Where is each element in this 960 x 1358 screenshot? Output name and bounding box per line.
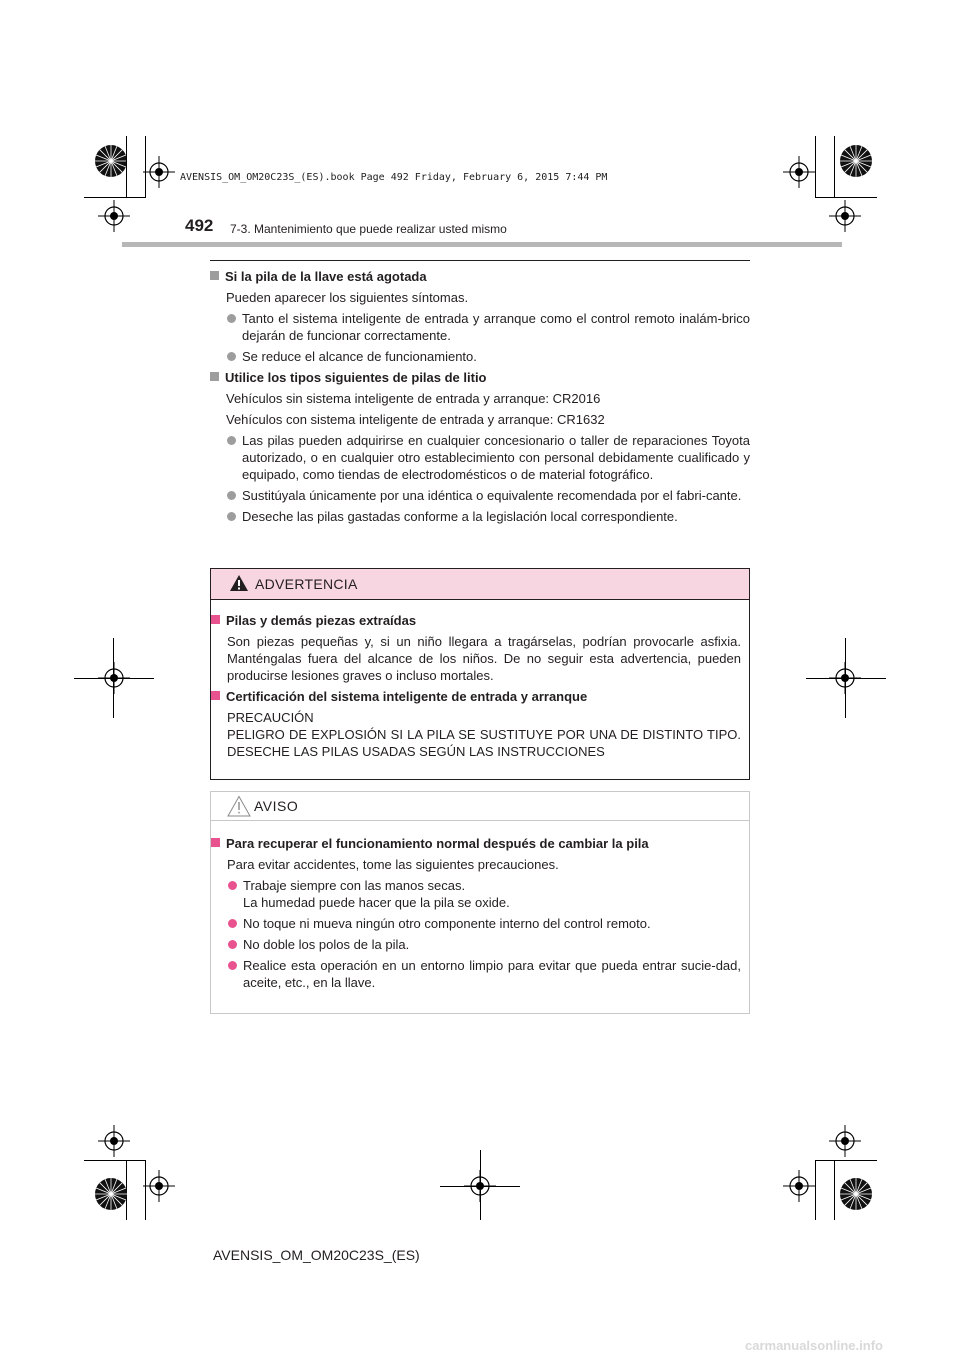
- round-bullet-icon: [228, 961, 237, 970]
- crop-mark: [815, 136, 816, 198]
- registration-mark-icon: [783, 156, 815, 188]
- registration-sunburst-icon: [94, 1177, 128, 1211]
- round-bullet-icon: [228, 881, 237, 890]
- list-item: Tanto el sistema inteligente de entrada y arranque como el control remoto inalám-brico dejarán de funcionar correctamente.: [210, 310, 750, 344]
- paragraph: Pueden aparecer los siguientes síntomas.: [226, 290, 469, 305]
- section-heading: Para recuperar el funcionamiento normal después de cambiar la pila: [211, 835, 741, 852]
- section-title: 7-3. Mantenimiento que puede realizar usted mismo: [230, 222, 507, 236]
- section-heading: Pilas y demás piezas extraídas: [211, 612, 741, 629]
- list-item: Las pilas pueden adquirirse en cualquier concesionario o taller de reparaciones Toyota autorizado, o en cualquier otro establecimiento con personal debidamente cualificado y equipado, como tiendas de electrodomésticos o de material fotográfico.: [210, 432, 750, 483]
- registration-mark-icon: [829, 200, 861, 232]
- registration-mark-icon: [98, 200, 130, 232]
- crop-mark: [84, 197, 146, 198]
- round-bullet-icon: [227, 436, 236, 445]
- crop-mark: [806, 678, 886, 679]
- registration-mark-icon: [143, 1170, 175, 1202]
- paragraph: Vehículos sin sistema inteligente de entrada y arranque: CR2016: [226, 391, 601, 406]
- paragraph: PELIGRO DE EXPLOSIÓN SI LA PILA SE SUSTITUYE POR UNA DE DISTINTO TIPO. DESECHE LAS PILAS USADAS SEGÚN LAS INSTRUCCIONES: [227, 727, 741, 759]
- list-item: Realice esta operación en un entorno limpio para evitar que pueda entrar sucie-dad, aceite, etc., en la llave.: [211, 957, 741, 991]
- round-bullet-icon: [227, 314, 236, 323]
- square-bullet-icon: [211, 615, 220, 624]
- warning-box: [210, 568, 750, 780]
- section-heading: Certificación del sistema inteligente de entrada y arranque: [211, 688, 741, 705]
- crop-mark: [815, 197, 877, 198]
- square-bullet-icon: [211, 691, 220, 700]
- main-content: [210, 268, 750, 529]
- crop-mark: [834, 1160, 835, 1220]
- warning-body: [211, 600, 749, 760]
- registration-sunburst-icon: [839, 1177, 873, 1211]
- paragraph: Vehículos con sistema inteligente de entrada y arranque: CR1632: [226, 412, 605, 427]
- registration-sunburst-icon: [94, 144, 128, 178]
- book-info-line: AVENSIS_OM_OM20C23S_(ES).book Page 492 Friday, February 6, 2015 7:44 PM: [180, 172, 608, 183]
- round-bullet-icon: [228, 919, 237, 928]
- notice-box: [210, 791, 750, 1014]
- notice-header: [211, 792, 749, 821]
- registration-mark-icon: [829, 1125, 861, 1157]
- warning-title: ADVERTENCIA: [255, 576, 358, 592]
- round-bullet-icon: [228, 940, 237, 949]
- crop-mark: [480, 1150, 481, 1220]
- square-bullet-icon: [210, 271, 219, 280]
- square-bullet-icon: [211, 838, 220, 847]
- content-rule: [210, 260, 750, 261]
- registration-mark-icon: [98, 1125, 130, 1157]
- crop-mark: [84, 1160, 146, 1161]
- round-bullet-icon: [227, 512, 236, 521]
- paragraph: Son piezas pequeñas y, si un niño llegara a tragárselas, podrían provocarle asfixia. Manténgalas fuera del alcance de los niños. De no seguir esta advertencia, pueden producirse lesiones graves o incluso mortales.: [227, 634, 741, 683]
- footer-doc-code: AVENSIS_OM_OM20C23S_(ES): [213, 1247, 420, 1263]
- list-item: Deseche las pilas gastadas conforme a la legislación local correspondiente.: [210, 508, 750, 525]
- list-item: No toque ni mueva ningún otro componente interno del control remoto.: [211, 915, 741, 932]
- header-rule: [122, 242, 842, 247]
- round-bullet-icon: [227, 491, 236, 500]
- crop-mark: [815, 1160, 816, 1220]
- warning-header: [211, 569, 749, 600]
- section-heading: Si la pila de la llave está agotada: [210, 268, 750, 285]
- crop-mark: [815, 1160, 877, 1161]
- page-number: 492: [185, 216, 214, 235]
- square-bullet-icon: [210, 372, 219, 381]
- registration-sunburst-icon: [839, 144, 873, 178]
- list-item: Sustitúyala únicamente por una idéntica o equivalente recomendada por el fabri-cante.: [210, 487, 750, 504]
- round-bullet-icon: [227, 352, 236, 361]
- watermark: carmanualsonline.info: [745, 1338, 883, 1353]
- list-item: Trabaje siempre con las manos secas. La humedad puede hacer que la pila se oxide.: [211, 877, 741, 911]
- caution-triangle-icon: [227, 795, 251, 817]
- crop-mark: [834, 136, 835, 198]
- warning-triangle-icon: [229, 574, 249, 592]
- crop-mark: [74, 678, 154, 679]
- paragraph: Para evitar accidentes, tome las siguientes precauciones.: [227, 857, 559, 872]
- list-item: Se reduce el alcance de funcionamiento.: [210, 348, 750, 365]
- registration-mark-icon: [783, 1170, 815, 1202]
- paragraph: PRECAUCIÓN: [227, 710, 314, 725]
- notice-body: [211, 821, 749, 991]
- registration-mark-icon: [143, 156, 175, 188]
- list-item: No doble los polos de la pila.: [211, 936, 741, 953]
- notice-title: AVISO: [254, 798, 299, 814]
- crop-mark: [126, 136, 127, 198]
- section-heading: Utilice los tipos siguientes de pilas de litio: [210, 369, 750, 386]
